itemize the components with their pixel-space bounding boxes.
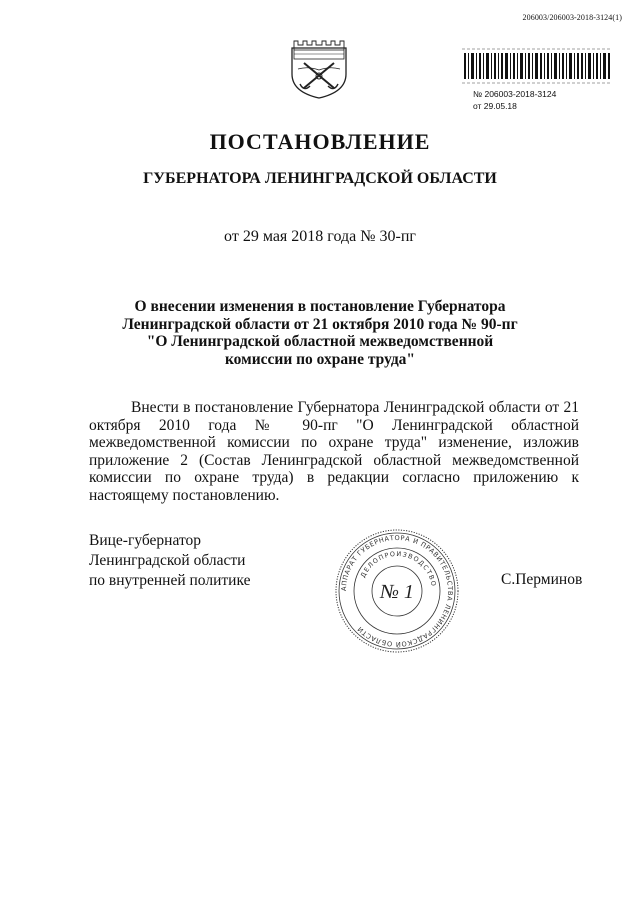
heading-line: "О Ленинградской областной межведомственной <box>146 333 494 350</box>
registration-date: от 29.05.18 <box>473 101 517 111</box>
seal-icon <box>334 528 460 654</box>
signatory-title-line: Вице-губернатор <box>89 532 202 549</box>
barcode-icon <box>462 48 612 84</box>
heading-line: Ленинградской области от 21 октября 2010 года № 90-пг <box>122 315 518 333</box>
signatory-name: С.Перминов <box>501 571 583 588</box>
coat-of-arms-icon <box>288 36 350 100</box>
heading-line: комиссии по охране труда" <box>224 350 416 368</box>
heading-line: О внесении изменения в постановление Губернатора <box>134 298 506 315</box>
signatory-title <box>89 531 250 591</box>
registration-number: № 206003-2018-3124 <box>473 89 557 99</box>
signatory-title-line: по внутренней политике <box>89 572 251 589</box>
document-subtitle: ГУБЕРНАТОРА ЛЕНИНГРАДСКОЙ ОБЛАСТИ <box>143 170 497 187</box>
decree-body: Внести в постановление Губернатора Ленинградской области от 21 октября 2010 года № 90-пг "О Ленинградской областной межведомственной комиссии по охране труда" изменение, изложив приложение 2 (Состав Ленинградской областной межведомственной комиссии по охране труда) в редакции согласно приложению к настоящему постановлению. <box>89 399 579 504</box>
document-title: ПОСТАНОВЛЕНИЕ <box>209 129 431 154</box>
decree-heading <box>120 298 520 368</box>
seal-number: № 1 <box>380 581 414 603</box>
registration-ref: 206003/206003-2018-3124(1) <box>522 13 622 22</box>
seal-ring-text: АППАРАТ ГУБЕРНАТОРА И ПРАВИТЕЛЬСТВА ЛЕНИНГРАДСКОЙ ОБЛАСТИ <box>339 533 455 649</box>
signatory-title-line: Ленинградской области <box>89 552 246 569</box>
decree-date-line: от 29 мая 2018 года № 30-пг <box>224 228 416 245</box>
seal-inner-text: ДЕЛОПРОИЗВОДСТВО <box>358 549 438 588</box>
